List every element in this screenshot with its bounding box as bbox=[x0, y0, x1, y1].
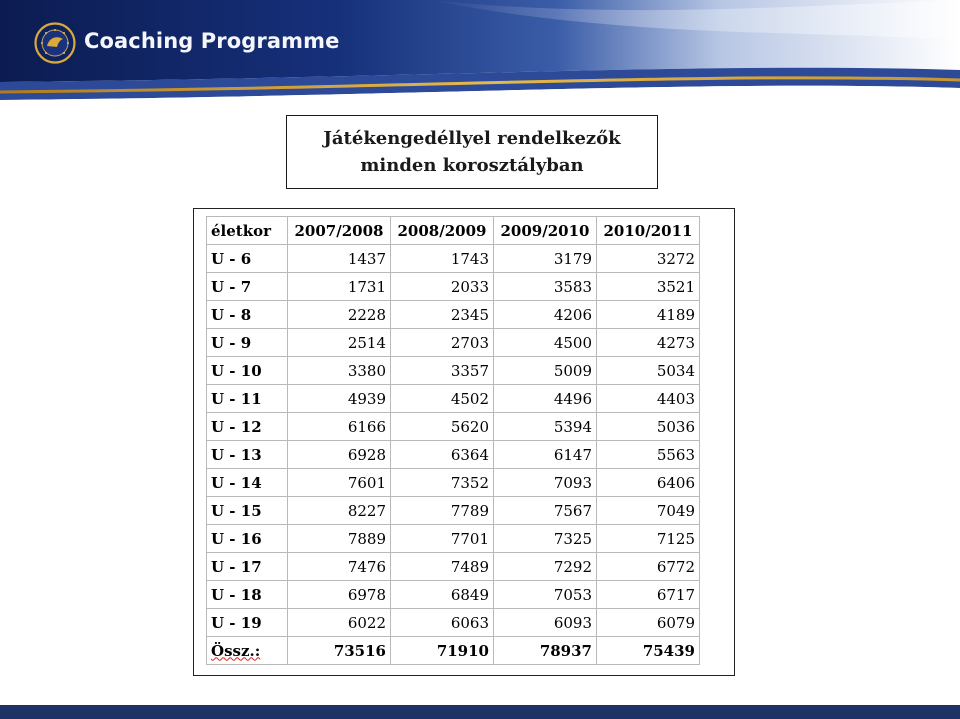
value-cell: 6406 bbox=[597, 469, 700, 497]
age-group-label: U - 6 bbox=[211, 249, 252, 268]
age-group-label: U - 10 bbox=[211, 361, 262, 380]
age-group-cell bbox=[207, 385, 288, 413]
program-title: Coaching Programme bbox=[84, 29, 340, 53]
value-cell: 6093 bbox=[494, 609, 597, 637]
table-row bbox=[207, 609, 700, 637]
footer-bar bbox=[0, 705, 960, 719]
age-group-label: U - 16 bbox=[211, 529, 262, 548]
value-cell: 1743 bbox=[391, 245, 494, 273]
age-group-label: U - 18 bbox=[211, 585, 262, 604]
value-cell: 3272 bbox=[597, 245, 700, 273]
age-group-cell bbox=[207, 273, 288, 301]
value-cell: 6849 bbox=[391, 581, 494, 609]
table-body bbox=[207, 245, 700, 665]
data-table-frame bbox=[193, 208, 735, 676]
value-cell: 2228 bbox=[288, 301, 391, 329]
age-group-label: U - 9 bbox=[211, 333, 252, 352]
age-group-cell bbox=[207, 497, 288, 525]
column-header-season: 2009/2010 bbox=[494, 217, 597, 245]
value-cell: 5009 bbox=[494, 357, 597, 385]
table-row bbox=[207, 273, 700, 301]
age-group-label: U - 7 bbox=[211, 277, 252, 296]
table-row bbox=[207, 385, 700, 413]
table-row bbox=[207, 441, 700, 469]
age-group-cell bbox=[207, 581, 288, 609]
table-row bbox=[207, 329, 700, 357]
value-cell: 4496 bbox=[494, 385, 597, 413]
value-cell: 3357 bbox=[391, 357, 494, 385]
age-group-cell bbox=[207, 413, 288, 441]
value-cell: 5036 bbox=[597, 413, 700, 441]
value-cell: 7701 bbox=[391, 525, 494, 553]
value-cell: 1731 bbox=[288, 273, 391, 301]
value-cell: 7325 bbox=[494, 525, 597, 553]
value-cell: 7049 bbox=[597, 497, 700, 525]
total-label-cell bbox=[207, 637, 288, 665]
value-cell: 4189 bbox=[597, 301, 700, 329]
age-group-label: U - 8 bbox=[211, 305, 252, 324]
value-cell: 7601 bbox=[288, 469, 391, 497]
age-group-label: U - 15 bbox=[211, 501, 262, 520]
age-group-cell bbox=[207, 329, 288, 357]
total-row bbox=[207, 637, 700, 665]
value-cell: 3380 bbox=[288, 357, 391, 385]
table-row bbox=[207, 581, 700, 609]
value-cell: 7789 bbox=[391, 497, 494, 525]
table-row bbox=[207, 301, 700, 329]
column-header-age: életkor bbox=[207, 217, 288, 245]
uefa-logo-icon bbox=[34, 22, 76, 64]
value-cell: 7053 bbox=[494, 581, 597, 609]
value-cell: 7476 bbox=[288, 553, 391, 581]
table-title-line1: Játékengedéllyel rendelkezők bbox=[323, 128, 621, 149]
value-cell: 4206 bbox=[494, 301, 597, 329]
value-cell: 6978 bbox=[288, 581, 391, 609]
value-cell: 6717 bbox=[597, 581, 700, 609]
value-cell: 4273 bbox=[597, 329, 700, 357]
table-row bbox=[207, 553, 700, 581]
column-header-season: 2010/2011 bbox=[597, 217, 700, 245]
value-cell: 6063 bbox=[391, 609, 494, 637]
value-cell: 7352 bbox=[391, 469, 494, 497]
value-cell: 6022 bbox=[288, 609, 391, 637]
total-value-cell: 71910 bbox=[391, 637, 494, 665]
column-header-season: 2008/2009 bbox=[391, 217, 494, 245]
value-cell: 4403 bbox=[597, 385, 700, 413]
table-row bbox=[207, 469, 700, 497]
value-cell: 2703 bbox=[391, 329, 494, 357]
header-banner bbox=[0, 0, 960, 115]
value-cell: 4502 bbox=[391, 385, 494, 413]
age-group-label: U - 13 bbox=[211, 445, 262, 464]
value-cell: 6147 bbox=[494, 441, 597, 469]
value-cell: 3179 bbox=[494, 245, 597, 273]
value-cell: 4939 bbox=[288, 385, 391, 413]
table-title-box bbox=[286, 115, 658, 189]
value-cell: 5563 bbox=[597, 441, 700, 469]
age-group-label: U - 11 bbox=[211, 389, 262, 408]
value-cell: 6166 bbox=[288, 413, 391, 441]
value-cell: 7567 bbox=[494, 497, 597, 525]
value-cell: 2033 bbox=[391, 273, 494, 301]
value-cell: 7489 bbox=[391, 553, 494, 581]
value-cell: 5034 bbox=[597, 357, 700, 385]
column-header-season: 2007/2008 bbox=[288, 217, 391, 245]
table-header bbox=[207, 217, 700, 245]
table-row bbox=[207, 357, 700, 385]
header-banner-graphic bbox=[0, 0, 960, 115]
total-value-cell: 78937 bbox=[494, 637, 597, 665]
age-group-cell bbox=[207, 609, 288, 637]
value-cell: 7093 bbox=[494, 469, 597, 497]
value-cell: 6079 bbox=[597, 609, 700, 637]
value-cell: 8227 bbox=[288, 497, 391, 525]
value-cell: 3521 bbox=[597, 273, 700, 301]
value-cell: 2345 bbox=[391, 301, 494, 329]
value-cell: 7292 bbox=[494, 553, 597, 581]
total-value-cell: 73516 bbox=[288, 637, 391, 665]
age-group-cell bbox=[207, 245, 288, 273]
value-cell: 6364 bbox=[391, 441, 494, 469]
table-row bbox=[207, 525, 700, 553]
total-label: Össz.: bbox=[211, 641, 261, 660]
value-cell: 6928 bbox=[288, 441, 391, 469]
age-group-cell bbox=[207, 469, 288, 497]
table-row bbox=[207, 413, 700, 441]
age-group-cell bbox=[207, 525, 288, 553]
table-title-line2: minden korosztályban bbox=[360, 155, 584, 176]
value-cell: 1437 bbox=[288, 245, 391, 273]
value-cell: 2514 bbox=[288, 329, 391, 357]
age-group-cell bbox=[207, 553, 288, 581]
age-group-cell bbox=[207, 301, 288, 329]
value-cell: 7125 bbox=[597, 525, 700, 553]
age-group-label: U - 14 bbox=[211, 473, 262, 492]
data-table bbox=[206, 216, 700, 665]
header-row bbox=[207, 217, 700, 245]
value-cell: 5394 bbox=[494, 413, 597, 441]
table-row bbox=[207, 245, 700, 273]
value-cell: 5620 bbox=[391, 413, 494, 441]
value-cell: 6772 bbox=[597, 553, 700, 581]
value-cell: 4500 bbox=[494, 329, 597, 357]
age-group-cell bbox=[207, 441, 288, 469]
age-group-label: U - 12 bbox=[211, 417, 262, 436]
age-group-label: U - 19 bbox=[211, 613, 262, 632]
total-value-cell: 75439 bbox=[597, 637, 700, 665]
age-group-label: U - 17 bbox=[211, 557, 262, 576]
value-cell: 3583 bbox=[494, 273, 597, 301]
value-cell: 7889 bbox=[288, 525, 391, 553]
table-row bbox=[207, 497, 700, 525]
age-group-cell bbox=[207, 357, 288, 385]
